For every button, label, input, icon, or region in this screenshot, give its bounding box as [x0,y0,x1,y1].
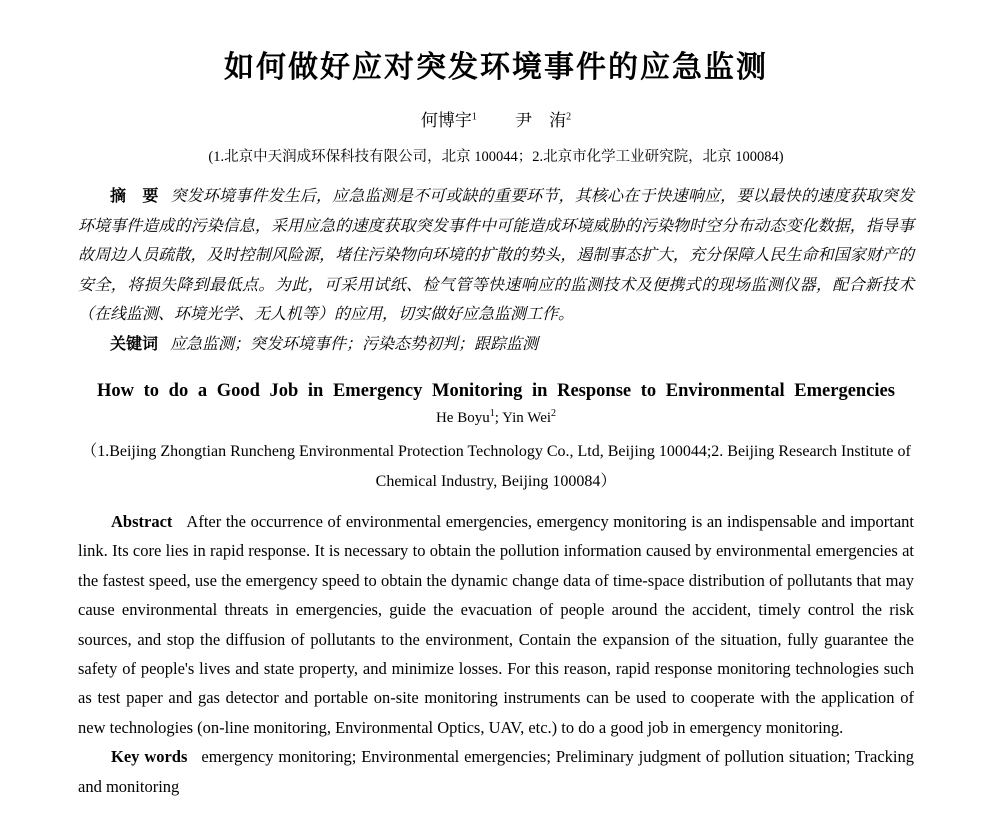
english-abstract [78,507,914,742]
english-keywords-label: Key words [111,747,188,767]
chinese-author-1: 何博宇$^1$ [420,111,477,130]
english-keywords [78,742,914,801]
chinese-abstract [78,182,914,330]
english-author-2-superscript: 2 [551,408,557,419]
english-keywords-text: emergency monitoring; Environmental emergencies; Preliminary judgment of pollution situation; Tracking and monitoring [78,747,914,796]
author-2-superscript: 2 [566,111,572,123]
english-authors-separator: ; [494,410,503,426]
chinese-title: 如何做好应对突发环境事件的应急监测 [224,51,768,84]
chinese-keywords-label: 关键词 [110,335,159,353]
chinese-affiliation: (1.北京中天润成环保科技有限公司，北京 100044；2.北京市化学工业研究院，北京 100084) [208,149,784,165]
english-affiliation-line-2: Chemical Industry, Beijing 100084） [375,473,617,490]
english-author-1: He Boyu [435,410,490,426]
english-abstract-label: Abstract [111,512,173,531]
english-author-1-superscript: 1 [489,408,495,419]
author-1-superscript: 1 [471,111,477,123]
english-title: How to do a Good Job in Emergency Monitoring in Response to Environmental Emergencies [97,381,895,401]
chinese-abstract-label: 摘 要 [110,188,159,205]
chinese-keywords [78,330,914,360]
chinese-keywords-text: 应急监测；突发环境事件；污染态势初判；跟踪监测 [170,335,539,353]
chinese-author-2: 尹 洧$^2$ [515,111,572,130]
english-abstract-text: After the occurrence of environmental emergencies, emergency monitoring is an indispensable and important link. Its core lies in rapid response. It is necessary to obtain the pollution information caused by environmental emergencies at the fastest speed, use the emergency speed to obtain the dynamic change data of time-space distribution of pollutants that may cause environmental threats in emergencies, guide the evacuation of people around the accident, timely control the risk sources, and stop the diffusion of pollutants to the environment, Contain the expansion of the situation, fully guarantee the safety of people's lives and state property, and minimize losses. For this reason, rapid response monitoring technologies such as test paper and gas detector and portable on-site monitoring instruments can be used to cooperate with the application of new technologies (on-line monitoring, Environmental Optics, UAV, etc.) to do a good job in emergency monitoring. [78,512,914,737]
english-affiliation [78,437,914,497]
english-affiliation-line-1: （1.Beijing Zhongtian Runcheng Environmental Protection Technology Co., Ltd, Beijing 100044;2. Beijing Research Institute of [81,443,911,460]
chinese-abstract-text: 突发环境事件发生后，应急监测是不可或缺的重要环节，其核心在于快速响应，要以最快的速度获取突发环境事件造成的污染信息，采用应急的速度获取突发事件中可能造成环境威胁的污染物时空分布动态变化数据，指导事故周边人员疏散，及时控制风险源，堵住污染物向环境的扩散的势头，遏制事态扩大，充分保障人民生命和国家财产的安全，将损失降到最低点。为此，可采用试纸、检气管等快速响应的监测技术及便携式的现场监测仪器，配合新技术（在线监测、环境光学、无人机等）的应用，切实做好应急监测工作。 [78,188,914,323]
english-author-2: Yin Wei [502,410,552,426]
chinese-authors-line [78,106,914,131]
english-authors-line [78,410,914,427]
